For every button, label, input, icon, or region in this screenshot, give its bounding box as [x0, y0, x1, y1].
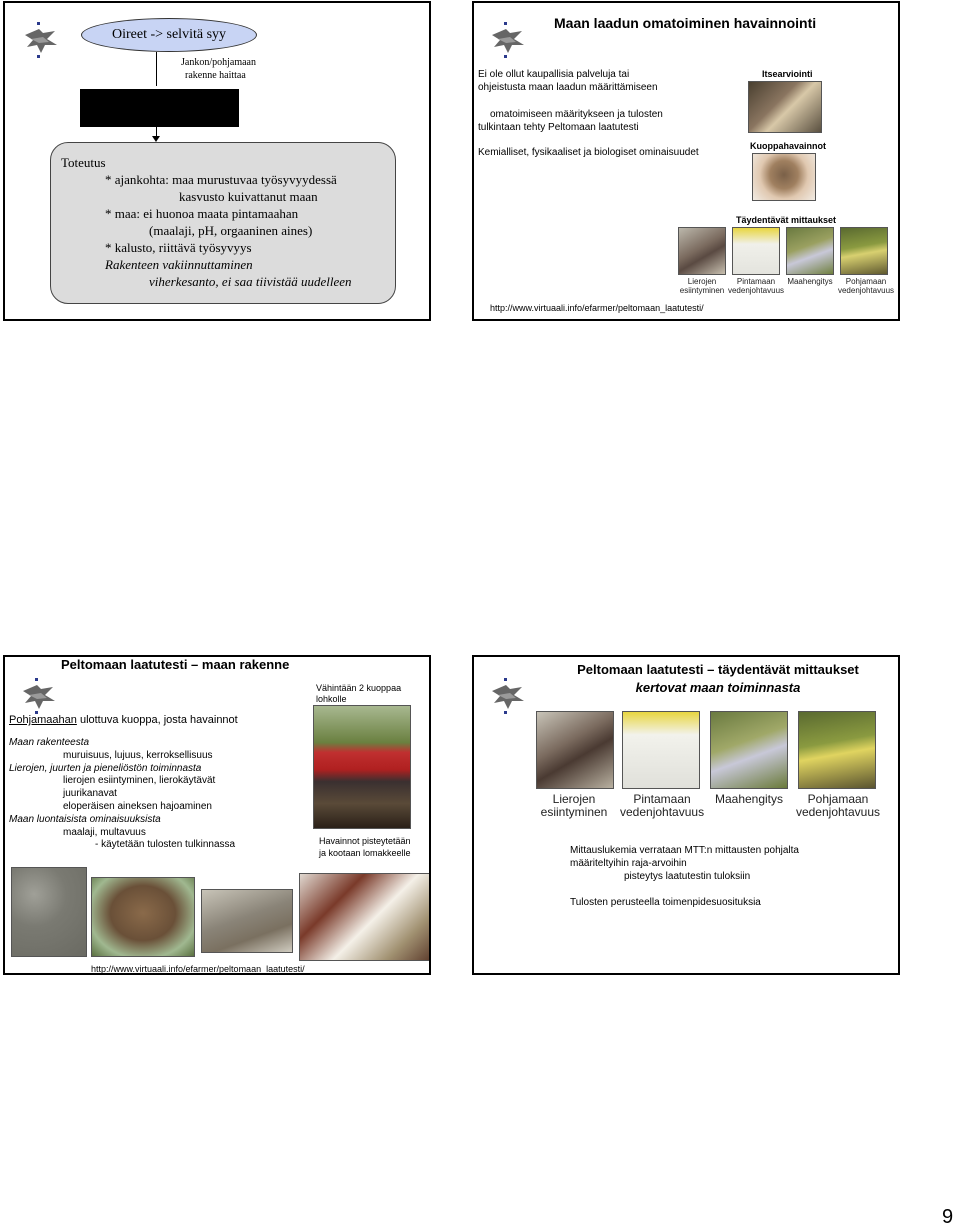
box-line-timing: * ajankohta: maa murustuvaa työsyvyydessä: [105, 172, 337, 187]
intro-line-2: ohjeistusta maan laadun määrittämiseen: [478, 82, 658, 93]
lead-rest: ulottuva kuoppa, josta havainnot: [76, 714, 238, 726]
recording-form-photo: [299, 873, 431, 961]
taydentavat-label: Täydentävät mittaukset: [736, 215, 837, 225]
slide-2: [472, 1, 900, 321]
box-line-crop: kasvusto kuivattanut maan: [179, 189, 318, 204]
observation-line: juurikanavat: [63, 788, 117, 800]
slide-3: [3, 655, 431, 975]
box-line-equipment: * kalusto, riittävä työsyvyys: [105, 240, 252, 255]
subsoil-water-photo: [840, 227, 888, 275]
source-link[interactable]: http://www.virtuaali.info/efarmer/peltomaan_laatutesti/: [490, 303, 704, 313]
observation-line: lierojen esiintyminen, lierokäytävät: [63, 775, 216, 787]
university-logo-icon: [21, 21, 61, 61]
observation-line: muruisuus, lujuus, kerroksellisuus: [63, 749, 213, 761]
slide-4: [472, 655, 900, 975]
label-topsoil-conductivity: Pintamaan vedenjohtavuus: [620, 792, 705, 819]
soil-block-photo: [201, 889, 293, 953]
caption-bottom-2: ja kootaan lomakkeelle: [319, 848, 411, 858]
label-soil-respiration: Maahengitys: [787, 277, 833, 286]
label-subsoil-conductivity: Pohjamaan vedenjohtavuus: [837, 277, 895, 295]
earthworm-photo: [678, 227, 726, 275]
itsearviointi-label: Itsearviointi: [762, 69, 813, 79]
redacted-box: [80, 89, 239, 127]
kuoppahavainnot-label: Kuoppahavainnot: [750, 141, 826, 151]
observation-line: eloperäisen aineksen hajoaminen: [63, 801, 212, 812]
pit-observation-photo: [752, 153, 816, 201]
properties-line: Kemialliset, fysikaaliset ja biologiset ominaisuudet: [478, 147, 699, 158]
recommendation-line: Tulosten perusteella toimenpidesuosituksia: [570, 897, 761, 908]
slide-title: Maan laadun omatoiminen havainnointi: [554, 15, 817, 31]
oval-text: Oireet -> selvitä syy: [111, 27, 227, 42]
self-assessment-photo: [748, 81, 822, 133]
observation-line: - käytetään tulosten tulkinnassa: [95, 839, 236, 851]
purpose-line-2: tulkintaan tehty Peltomaan laatutesti: [478, 122, 639, 133]
soil-clod-photo: [91, 877, 195, 957]
label-subsoil-conductivity: Pohjamaan vedenjohtavuus: [795, 792, 881, 819]
digging-pit-photo: [313, 705, 411, 829]
topsoil-water-photo: [622, 711, 700, 789]
observation-line: Maan rakenteesta: [9, 737, 90, 748]
caption-top-1: Vähintään 2 kuoppaa: [316, 683, 402, 693]
lead-underlined: Pohjamaahan: [9, 714, 77, 726]
lead-line: [9, 714, 238, 726]
slide-title: Peltomaan laatutesti – maan rakenne: [61, 657, 290, 672]
label-topsoil-conductivity: Pintamaan vedenjohtavuus: [727, 277, 785, 295]
box-line-soil: * maa: ei huonoa maata pintamaahan: [105, 206, 299, 221]
page-number: 9: [942, 1206, 954, 1228]
note-line-1: Jankon/pohjamaan: [181, 57, 256, 68]
subsoil-water-photo: [798, 711, 876, 789]
compare-line-2: määriteltyihin raja-arvoihin: [570, 858, 687, 869]
caption-top-2: lohkolle: [316, 694, 347, 704]
compare-line-1: Mittauslukemia verrataan MTT:n mittausten pohjalta: [570, 845, 799, 856]
topsoil-water-photo: [732, 227, 780, 275]
label-earthworms: Lierojen esiintyminen: [540, 792, 608, 819]
symptom-oval: [81, 18, 257, 52]
soil-respiration-photo: [786, 227, 834, 275]
purpose-line-1: omatoimiseen määritykseen ja tulosten: [490, 109, 663, 120]
box-line-title: Toteutus: [61, 155, 106, 170]
slide-title: Peltomaan laatutesti – täydentävät mittaukset: [577, 662, 859, 677]
label-soil-respiration: Maahengitys: [714, 792, 784, 806]
observation-list: [9, 737, 309, 857]
intro-line-1: Ei ole ollut kaupallisia palveluja tai: [478, 69, 630, 80]
soil-surface-photo: [11, 867, 87, 957]
box-line-fallow: viherkesanto, ei saa tiivistää uudelleen: [149, 274, 352, 289]
flow-arrow-1: [156, 52, 157, 86]
source-link[interactable]: http://www.virtuaali.info/efarmer/peltomaan_laatutesti/: [91, 964, 305, 974]
observation-line: Lierojen, juurten ja pieneliöstön toiminnasta: [9, 762, 202, 774]
soil-respiration-photo: [710, 711, 788, 789]
implementation-box: [50, 142, 396, 304]
observation-line: maalaji, multavuus: [63, 826, 146, 838]
label-earthworms: Lierojen esiintyminen: [679, 277, 725, 295]
caption-bottom-1: Havainnot pisteytetään: [319, 836, 411, 846]
note-line-2: rakenne haittaa: [185, 70, 246, 81]
box-line-soil-detail: (maalaji, pH, orgaaninen aines): [149, 223, 313, 238]
university-logo-icon: [19, 677, 59, 717]
observation-line: Maan luontaisista ominaisuuksista: [9, 813, 161, 825]
box-line-stabilize: Rakenteen vakiinnuttaminen: [105, 257, 253, 272]
slide-1: [3, 1, 431, 321]
scoring-line: pisteytys laatutestin tuloksiin: [624, 871, 751, 882]
university-logo-icon: [488, 21, 528, 61]
earthworm-photo: [536, 711, 614, 789]
slide-subtitle: kertovat maan toiminnasta: [635, 680, 801, 695]
